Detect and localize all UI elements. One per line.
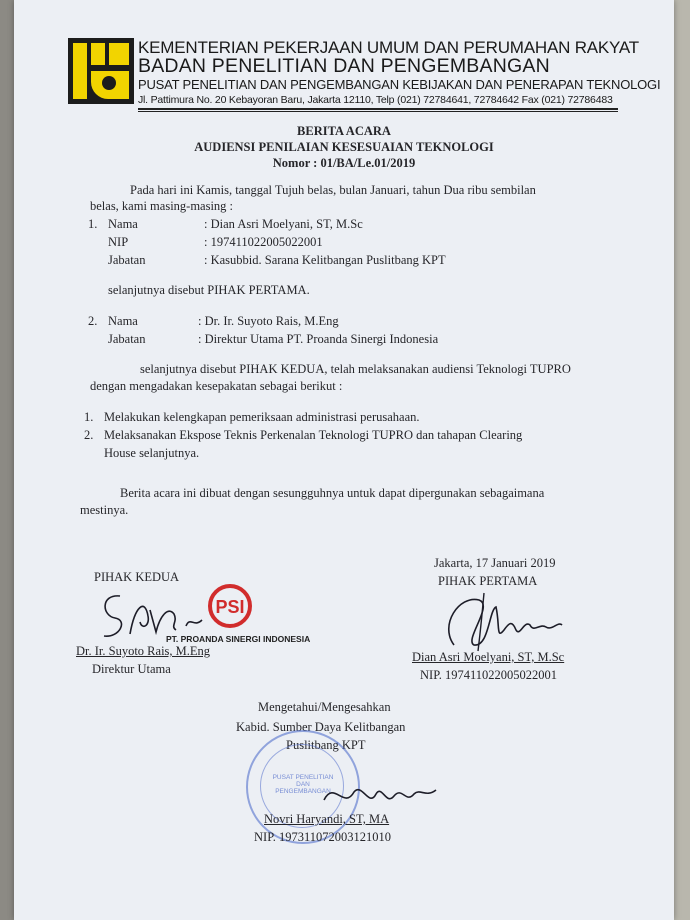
company-logo-text: PSI	[215, 597, 245, 617]
party-number: 1.	[88, 217, 98, 231]
document-subtitle: AUDIENSI PENILAIAN KESESUAIAN TEKNOLOGI	[194, 140, 494, 154]
field-label: Nama	[108, 217, 138, 231]
ministry-logo	[68, 38, 134, 104]
agreement-number: 1.	[84, 410, 94, 424]
party-designation: dengan mengadakan kesepakatan sebagai berikut :	[90, 379, 343, 393]
approval-position: Kabid. Sumber Daya Kelitbangan	[236, 720, 406, 734]
letterhead-divider	[138, 108, 618, 110]
letterhead-ministry: KEMENTERIAN PEKERJAAN UMUM DAN PERUMAHAN RAKYAT	[138, 38, 639, 57]
letterhead-center: PUSAT PENELITIAN DAN PENGEMBANGAN KEBIJAKAN DAN PENERAPAN TEKNOLOGI	[138, 77, 661, 92]
agreement-item: House selanjutnya.	[104, 446, 200, 460]
document-title: BERITA ACARA	[297, 124, 391, 138]
approval-label: Mengetahui/Mengesahkan	[258, 700, 391, 714]
official-stamp-text: PUSAT PENELITIAN DAN PENGEMBANGAN	[272, 774, 334, 795]
party-designation: selanjutnya disebut PIHAK KEDUA, telah melaksanakan audiensi Teknologi TUPRO	[140, 362, 571, 376]
approver-name: Novri Haryandi, ST, MA	[264, 812, 390, 826]
document-page	[14, 0, 674, 920]
field-value: : Direktur Utama PT. Proanda Sinergi Indonesia	[198, 332, 439, 346]
field-value: : Dr. Ir. Suyoto Rais, M.Eng	[198, 314, 339, 328]
intro-line: belas, kami masing-masing :	[90, 199, 234, 213]
closing-line: mestinya.	[80, 503, 129, 517]
intro-line: Pada hari ini Kamis, tanggal Tujuh belas, bulan Januari, tahun Dua ribu sembilan	[130, 183, 536, 197]
field-label: Nama	[108, 314, 138, 328]
signatory-role: PIHAK KEDUA	[94, 570, 180, 584]
agreement-item: Melakukan kelengkapan pemeriksaan administrasi perusahaan.	[104, 410, 420, 424]
agreement-number: 2.	[84, 428, 94, 442]
agreement-item: Melaksanakan Ekspose Teknis Perkenalan Teknologi TUPRO dan tahapan Clearing	[104, 428, 523, 442]
signature-pihak-pertama	[434, 585, 574, 655]
party-number: 2.	[88, 314, 98, 328]
closing-line: Berita acara ini dibuat dengan sesungguhnya untuk dapat dipergunakan sebagaimana	[120, 486, 545, 500]
company-stamp-name: PT. PROANDA SINERGI INDONESIA	[166, 634, 311, 644]
signatory-name: Dian Asri Moelyani, ST, M.Sc	[412, 650, 565, 664]
field-label: Jabatan	[108, 253, 146, 267]
field-label: NIP	[108, 235, 129, 249]
approver-nip: NIP. 197311072003121010	[254, 830, 392, 844]
field-value: : Dian Asri Moelyani, ST, M.Sc	[204, 217, 363, 231]
field-label: Jabatan	[108, 332, 146, 346]
document-number: Nomor : 01/BA/Le.01/2019	[272, 156, 416, 170]
place-date: Jakarta, 17 Januari 2019	[434, 556, 556, 570]
letterhead-divider-thin	[138, 111, 618, 112]
approval-unit: Puslitbang KPT	[286, 738, 366, 752]
signatory-title: Direktur Utama	[92, 662, 171, 676]
signatory-nip: NIP. 197411022005022001	[420, 668, 558, 682]
field-value: : 197411022005022001	[204, 235, 323, 249]
signatory-name: Dr. Ir. Suyoto Rais, M.Eng	[76, 644, 211, 658]
letterhead-address: Jl. Pattimura No. 20 Kebayoran Baru, Jakarta 12110, Telp (021) 72784641, 72784642 Fax (021) 72786483	[138, 94, 613, 106]
signatory-role: PIHAK PERTAMA	[438, 574, 538, 588]
party-designation: selanjutnya disebut PIHAK PERTAMA.	[108, 283, 310, 297]
company-logo	[204, 582, 260, 632]
letterhead-agency: BADAN PENELITIAN DAN PENGEMBANGAN	[138, 55, 550, 77]
field-value: : Kasubbid. Sarana Kelitbangan Puslitbang KPT	[204, 253, 446, 267]
background-floor	[672, 0, 690, 920]
